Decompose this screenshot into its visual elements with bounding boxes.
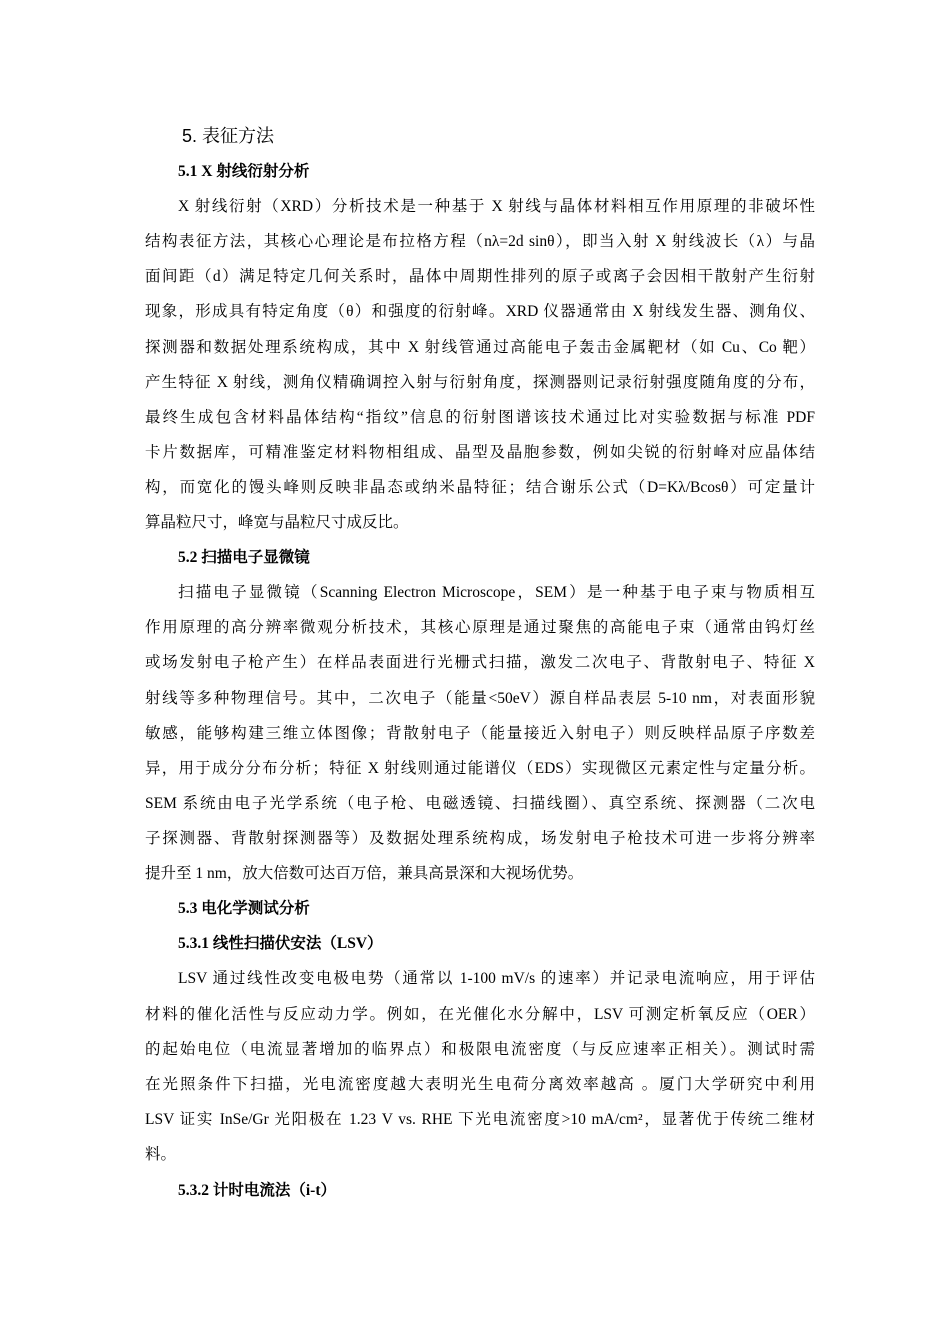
paragraph-line: 或场发射电子枪产生）在样品表面进行光栅式扫描，激发二次电子、背散射电子、特征 X (145, 654, 815, 671)
paragraph-line: 子探测器、背散射探测器等）及数据处理系统构成，场发射电子枪技术可进一步将分辨率 (145, 830, 815, 847)
paragraph-line: 敏感，能够构建三维立体图像；背散射电子（能量接近入射电子）则反映样品原子序数差 (145, 725, 815, 742)
paragraph-line: 异，用于成分分布分析；特征 X 射线则通过能谱仪（EDS）实现微区元素定性与定量分析。 (145, 760, 815, 777)
paragraph-line: LSV 证实 InSe/Gr 光阳极在 1.23 V vs. RHE 下光电流密度>10 mA/cm²，显著优于传统二维材 (145, 1111, 815, 1128)
paragraph-line: 作用原理的高分辨率微观分析技术，其核心原理是通过聚焦的高能电子束（通常由钨灯丝 (145, 619, 815, 636)
paragraph-line: 在光照条件下扫描，光电流密度越大表明光生电荷分离效率越高 。厦门大学研究中利用 (145, 1076, 815, 1093)
paragraph-line: 的起始电位（电流显著增加的临界点）和极限电流密度（与反应速率正相关）。测试时需 (145, 1041, 815, 1058)
paragraph-line: 面间距（d）满足特定几何关系时，晶体中周期性排列的原子或离子会因相干散射产生衍射 (145, 268, 815, 285)
heading-5-2: 5.2 扫描电子显微镜 (178, 549, 310, 566)
heading-5-3-2: 5.3.2 计时电流法（i-t） (178, 1182, 337, 1199)
paragraph-line: SEM 系统由电子光学系统（电子枪、电磁透镜、扫描线圈）、真空系统、探测器（二次电 (145, 795, 815, 812)
paragraph-line: 卡片数据库，可精准鉴定材料物相组成、晶型及晶胞参数，例如尖锐的衍射峰对应晶体结 (145, 444, 815, 461)
section-title: 5. 表征方法 (182, 126, 275, 146)
paragraph-line: 结构表征方法，其核心心理论是布拉格方程（nλ=2d sinθ），即当入射 X 射线波长（λ）与晶 (145, 233, 815, 250)
heading-5-1: 5.1 X 射线衍射分析 (178, 163, 310, 180)
paragraph-line: 材料的催化活性与反应动力学。例如，在光催化水分解中，LSV 可测定析氧反应（OER） (145, 1006, 815, 1023)
paragraph-line: 提升至 1 nm，放大倍数可达百万倍，兼具高景深和大视场优势。 (145, 865, 584, 882)
paragraph-line: 产生特征 X 射线，测角仪精确调控入射与衍射角度，探测器则记录衍射强度随角度的分布， (145, 374, 815, 391)
paragraph-line: 现象，形成具有特定角度（θ）和强度的衍射峰。XRD 仪器通常由 X 射线发生器、测角仪、 (145, 303, 815, 320)
paragraph-line: 料。 (145, 1146, 177, 1163)
heading-5-3-1: 5.3.1 线性扫描伏安法（LSV） (178, 935, 383, 952)
paragraph-line: 射线等多种物理信号。其中，二次电子（能量<50eV）源自样品表层 5-10 nm，对表面形貌 (145, 690, 815, 707)
paragraph-line: 算晶粒尺寸，峰宽与晶粒尺寸成反比。 (145, 514, 409, 531)
paragraph-line: X 射线衍射（XRD）分析技术是一种基于 X 射线与晶体材料相互作用原理的非破坏性 (178, 198, 815, 215)
paragraph-line: 扫描电子显微镜（Scanning Electron Microscope，SEM）是一种基于电子束与物质相互 (178, 584, 815, 601)
paragraph-line: 探测器和数据处理系统构成，其中 X 射线管通过高能电子轰击金属靶材（如 Cu、Co 靶） (145, 339, 815, 356)
heading-5-3: 5.3 电化学测试分析 (178, 900, 310, 917)
paragraph-line: LSV 通过线性改变电极电势（通常以 1-100 mV/s 的速率）并记录电流响应，用于评估 (178, 970, 815, 987)
paragraph-line: 最终生成包含材料晶体结构“指纹”信息的衍射图谱该技术通过比对实验数据与标准 PDF (145, 409, 815, 426)
paragraph-line: 构，而宽化的馒头峰则反映非晶态或纳米晶特征；结合谢乐公式（D=Kλ/Bcosθ）可定量计 (145, 479, 815, 496)
